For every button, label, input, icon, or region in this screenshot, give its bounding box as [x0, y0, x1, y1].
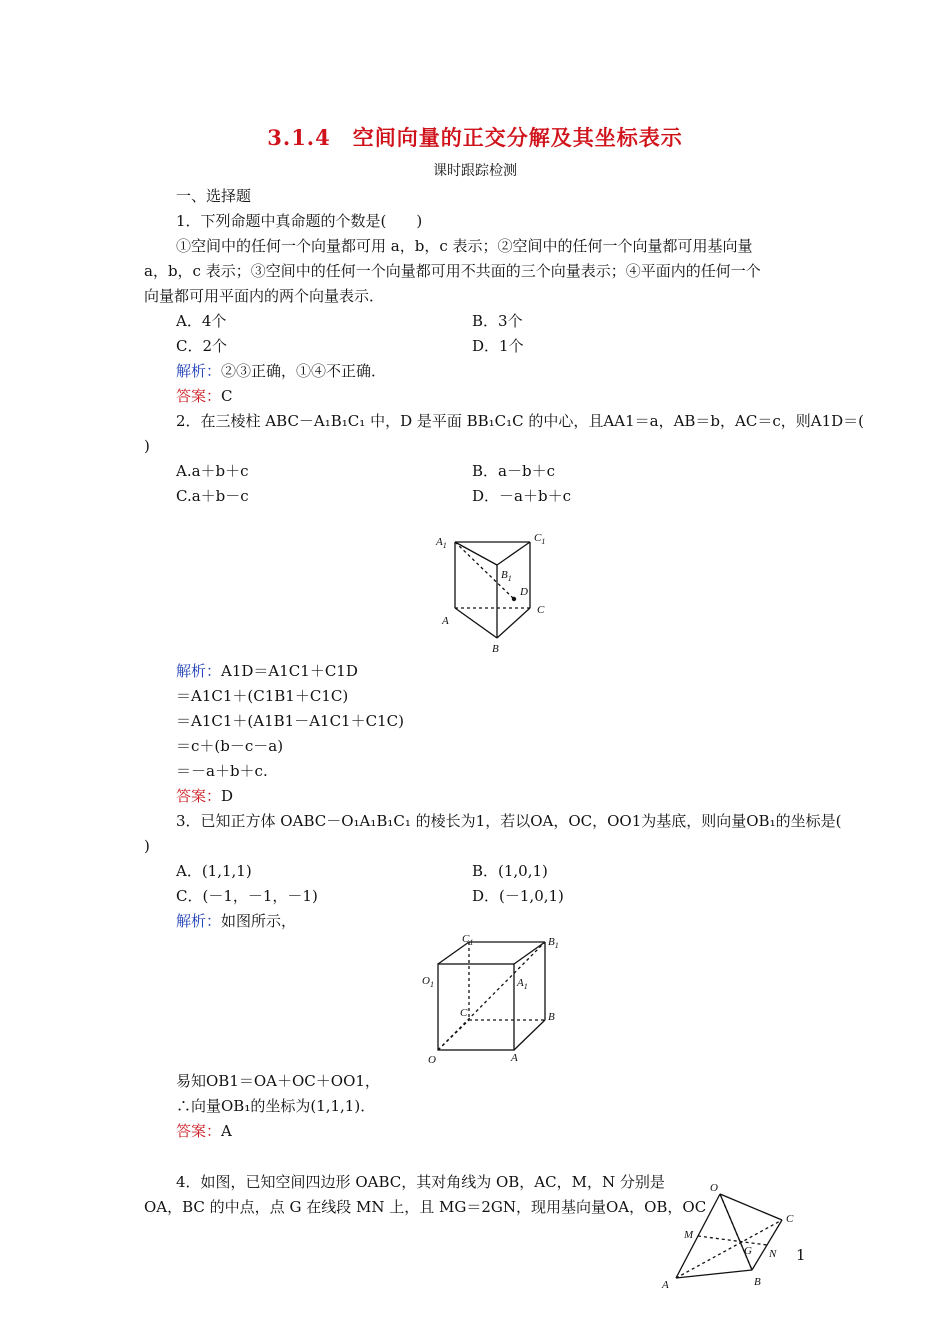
q2-option-a: A.a＋b＋c	[176, 462, 249, 480]
label-A1: $A_1$	[517, 977, 528, 991]
q1-body-line1: ①空间中的任何一个向量都可用 a，b，c 表示；②空间中的任何一个向量都可用基向量	[176, 237, 753, 255]
label-B1: $B_1$	[548, 936, 559, 950]
page-number: 1	[796, 1246, 806, 1264]
q1-body-line3: 向量都可用平面内的两个向量表示．	[144, 287, 385, 305]
section-heading: 一、选择题	[176, 187, 252, 205]
label-M: M	[684, 1229, 694, 1241]
label-O1: $O_1$	[422, 975, 434, 989]
q1-answer	[176, 384, 233, 408]
q1-answer-value: C	[221, 387, 233, 405]
q2-step3: ＝A1C1＋(A1B1－A1C1＋C1C)	[176, 712, 404, 730]
label-C: C	[786, 1213, 794, 1225]
q2-step1: A1D＝A1C1＋C1D	[221, 662, 358, 680]
label-B: B	[492, 643, 499, 655]
q1-analysis-text: ②③正确，①④不正确．	[221, 362, 387, 380]
q1-stem: 1．下列命题中真命题的个数是( )	[176, 212, 423, 230]
label-A: A	[442, 615, 449, 627]
q3-option-a: A．(1,1,1)	[176, 862, 252, 880]
q2-step5: ＝－a＋b＋c.	[176, 762, 268, 780]
q4-stem-line2: OA，BC 的中点，点 G 在线段 MN 上，且 MG＝2GN，现用基向量OA，OB，OC	[144, 1198, 707, 1216]
label-C1: $C_1$	[534, 532, 546, 546]
q1-answer-label: 答案：	[176, 387, 222, 405]
label-O: O	[428, 1054, 436, 1066]
q2-option-c: C.a＋b－c	[176, 487, 249, 505]
q2-answer-label: 答案：	[176, 787, 222, 805]
q4-stem-line1: 4．如图，已知空间四边形 OABC，其对角线为 OB，AC，M，N 分别是	[176, 1173, 665, 1191]
q2-stem-line1: 2．在三棱柱 ABC－A₁B₁C₁ 中，D 是平面 BB₁C₁C 的中心，且AA1＝a，AB＝b，AC＝c，则A1D＝(	[176, 412, 864, 430]
q2-analysis-label: 解析：	[176, 662, 222, 680]
label-A1: $A_1$	[436, 536, 447, 550]
q1-option-a: A．4个	[176, 312, 227, 330]
page-title: 3.1.4 空间向量的正交分解及其坐标表示	[267, 125, 683, 150]
q3-option-c: C．(－1，－1，－1)	[176, 887, 318, 905]
q2-answer	[176, 784, 233, 808]
cube-figure	[418, 930, 568, 1066]
label-B: B	[754, 1276, 761, 1288]
q1-option-c: C．2个	[176, 337, 228, 355]
label-O: O	[710, 1182, 718, 1194]
label-N: N	[769, 1248, 777, 1260]
q3-answer-value: A	[221, 1122, 232, 1140]
label-D: D	[520, 586, 528, 598]
q2-analysis	[176, 659, 358, 683]
q2-option-d: D．－a＋b＋c	[472, 487, 571, 505]
q1-analysis-label: 解析：	[176, 362, 222, 380]
page-subtitle: 课时跟踪检测	[433, 163, 517, 179]
q2-option-b: B．a－b＋c	[472, 462, 555, 480]
q2-step4: ＝c＋(b－c－a)	[176, 737, 284, 755]
label-B1: $B_1$	[501, 569, 512, 583]
q3-analysis-text: 如图所示，	[221, 912, 297, 930]
tetrahedron-figure	[652, 1176, 802, 1296]
label-C1: $C_1$	[462, 933, 474, 947]
q3-answer-label: 答案：	[176, 1122, 222, 1140]
q1-analysis	[176, 359, 386, 383]
label-B: B	[548, 1011, 555, 1023]
label-G: G	[744, 1245, 752, 1257]
q2-answer-value: D	[221, 787, 234, 805]
q1-option-b: B．3个	[472, 312, 523, 330]
label-C: C	[460, 1007, 468, 1019]
q3-analysis	[176, 909, 296, 933]
q2-stem-line2: )	[144, 437, 150, 455]
q3-answer	[176, 1119, 232, 1143]
prism-figure	[430, 528, 560, 656]
q3-line2: ∴向量OB₁的坐标为(1,1,1)．	[176, 1097, 376, 1115]
label-A: A	[511, 1052, 518, 1064]
q1-body-line2: a，b，c 表示；③空间中的任何一个向量都可用不共面的三个向量表示；④平面内的任何一个	[144, 262, 761, 280]
q3-option-d: D．(－1,0,1)	[472, 887, 564, 905]
q3-analysis-label: 解析：	[176, 912, 222, 930]
q3-option-b: B．(1,0,1)	[472, 862, 548, 880]
q3-line1: 易知OB1＝OA＋OC＋OO1，	[176, 1072, 380, 1090]
q2-step2: ＝A1C1＋(C1B1＋C1C)	[176, 687, 349, 705]
q3-stem-line2: )	[144, 837, 150, 855]
label-C: C	[537, 604, 545, 616]
label-A: A	[662, 1279, 669, 1291]
q3-stem-line1: 3．已知正方体 OABC－O₁A₁B₁C₁ 的棱长为1，若以OA，OC，OO1为基底，则向量OB₁的坐标是(	[176, 812, 842, 830]
q1-option-d: D．1个	[472, 337, 524, 355]
